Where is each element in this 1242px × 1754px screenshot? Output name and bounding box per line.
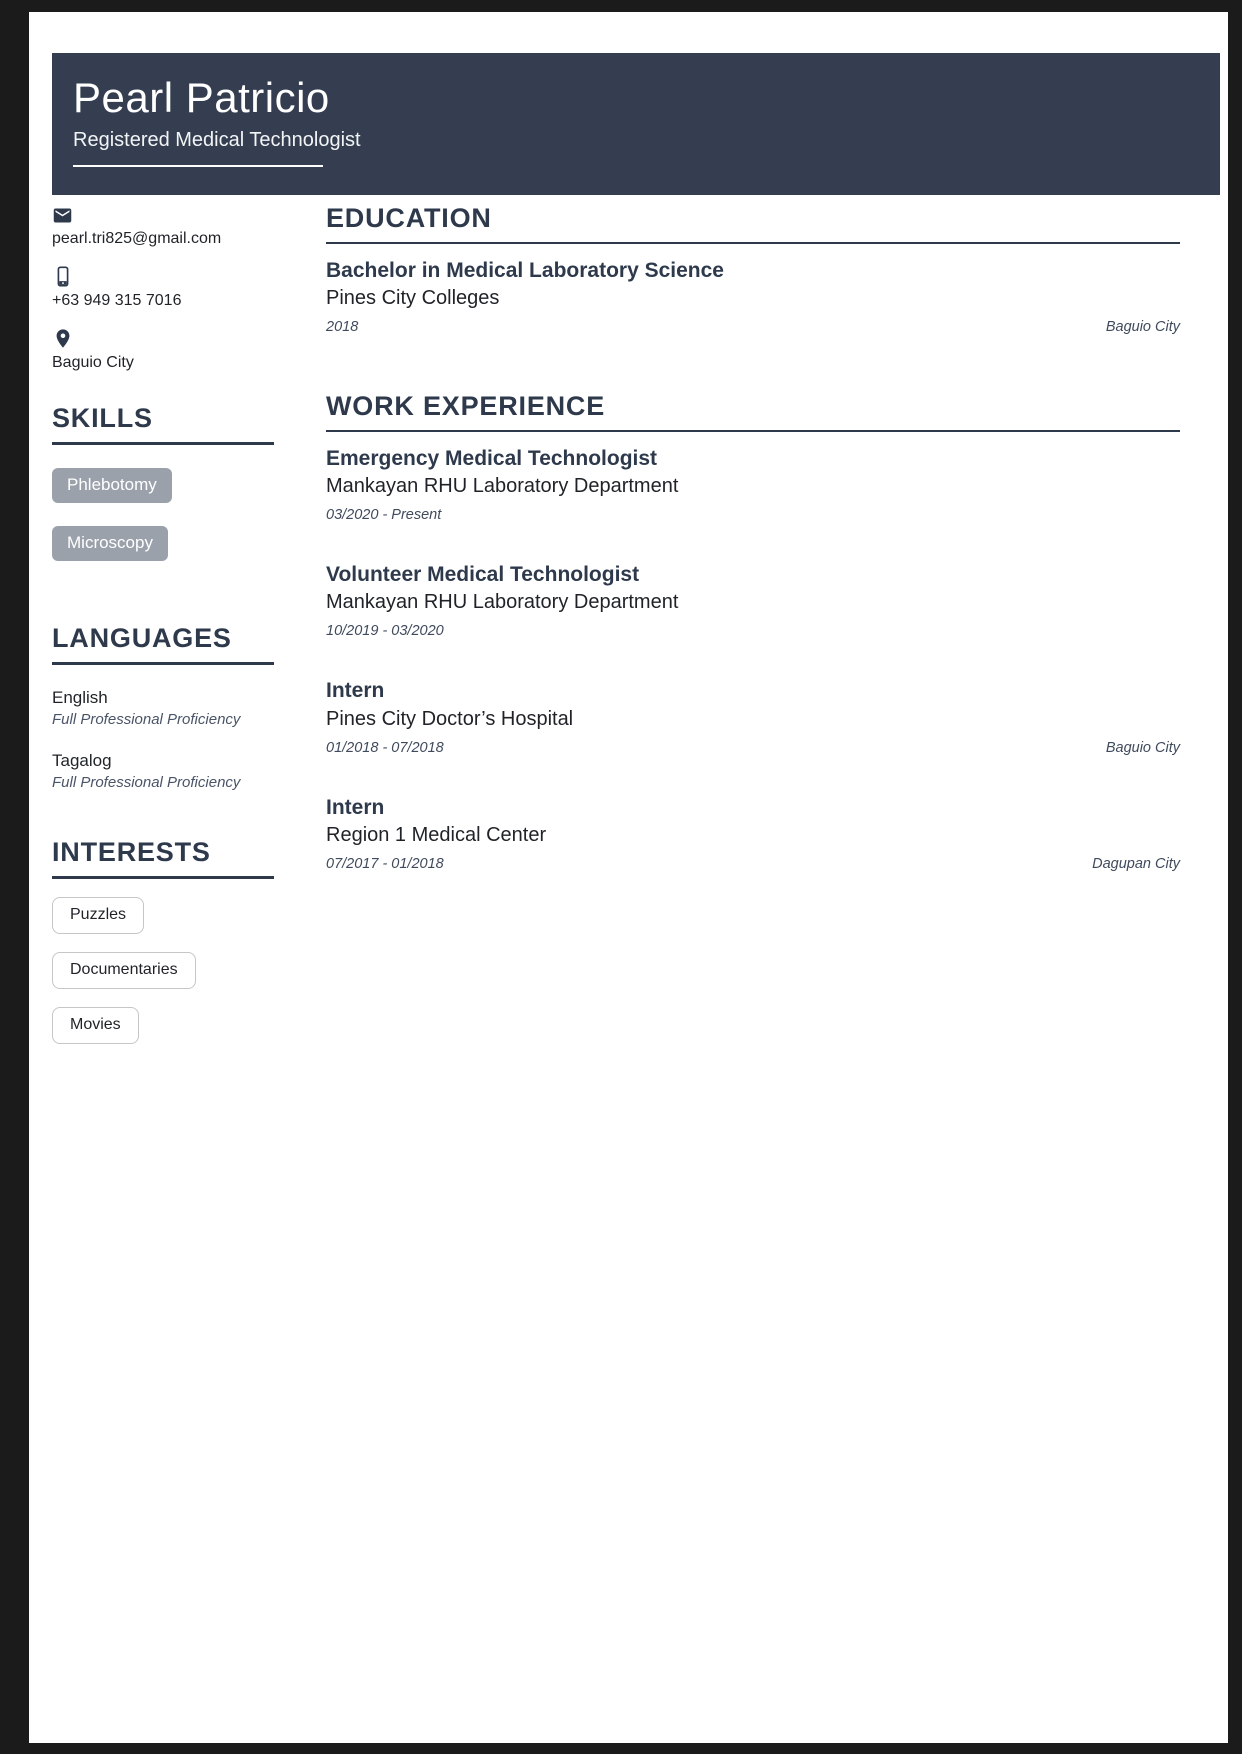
entry-meta (326, 623, 1180, 639)
contact-location (52, 327, 302, 374)
contact-email (52, 205, 302, 250)
language-name: Tagalog (52, 751, 112, 771)
languages-heading: LANGUAGES (52, 623, 274, 665)
email-value: pearl.tri825@gmail.com (52, 230, 222, 247)
education-section (326, 203, 1180, 335)
job-org: Mankayan RHU Laboratory Department (326, 475, 679, 498)
header-banner (52, 53, 1220, 195)
language-level: Full Professional Proficiency (52, 711, 241, 729)
phone-value: +63 949 315 7016 (52, 291, 182, 309)
content-columns (29, 195, 1228, 1044)
entry-location: Baguio City (1105, 319, 1180, 336)
interests-section (52, 837, 302, 1044)
languages-section (52, 623, 302, 791)
entry-meta (326, 740, 1180, 756)
education-entry (326, 259, 1180, 335)
skill-pill: Microscopy (52, 526, 168, 561)
job-title: Intern (326, 795, 385, 819)
sidebar (52, 203, 302, 1044)
skills-heading: SKILLS (52, 403, 274, 445)
phone-icon (52, 265, 74, 288)
work-entry (326, 447, 1180, 523)
language-item (52, 688, 302, 728)
job-title: Intern (326, 679, 385, 703)
language-item (52, 751, 302, 791)
skills-section (52, 403, 302, 561)
title-underline (73, 165, 323, 167)
work-experience-section (326, 391, 1180, 872)
entry-location: Baguio City (1105, 739, 1180, 756)
entry-date: 2018 (326, 319, 359, 336)
language-name: English (52, 688, 108, 708)
entry-meta (326, 856, 1180, 872)
email-icon (52, 205, 73, 226)
work-entry (326, 679, 1180, 755)
work-entry (326, 796, 1180, 872)
resume-page (29, 12, 1228, 1743)
location-pin-icon (52, 327, 74, 350)
entry-date: 01/2018 - 07/2018 (326, 739, 444, 756)
job-org: Region 1 Medical Center (326, 823, 547, 846)
interests-heading: INTERESTS (52, 837, 274, 879)
entry-date: 03/2020 - Present (326, 507, 442, 524)
entry-date: 07/2017 - 01/2018 (326, 855, 444, 872)
job-title: Emergency Medical Technologist (326, 447, 658, 471)
entry-meta (326, 319, 1180, 335)
interest-pill: Movies (52, 1007, 139, 1044)
main-content (326, 203, 1180, 872)
entry-meta (326, 507, 1180, 523)
location-value: Baguio City (52, 353, 134, 371)
contact-phone (52, 265, 302, 312)
language-level: Full Professional Proficiency (52, 774, 241, 792)
person-name: Pearl Patricio (73, 74, 330, 121)
skill-pill: Phlebotomy (52, 468, 172, 503)
job-title: Volunteer Medical Technologist (326, 563, 640, 587)
person-title: Registered Medical Technologist (73, 129, 361, 152)
entry-date: 10/2019 - 03/2020 (326, 623, 444, 640)
contact-section (52, 203, 302, 373)
work-entry (326, 563, 1180, 639)
job-org: Pines City Doctor’s Hospital (326, 707, 574, 730)
education-heading: EDUCATION (326, 203, 1180, 244)
degree-title: Bachelor in Medical Laboratory Science (326, 259, 724, 282)
job-org: Mankayan RHU Laboratory Department (326, 591, 679, 614)
work-experience-heading: WORK EXPERIENCE (326, 391, 1180, 432)
interest-pill: Documentaries (52, 952, 196, 989)
school-name: Pines City Colleges (326, 287, 500, 310)
entry-location: Dagupan City (1092, 855, 1180, 872)
interest-pill: Puzzles (52, 897, 144, 934)
